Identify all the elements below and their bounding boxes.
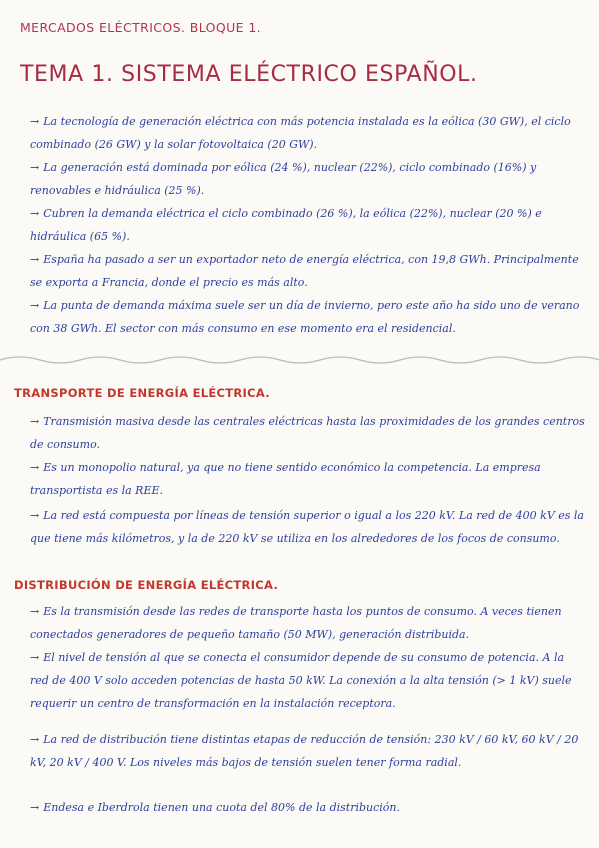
list-item: → España ha pasado a ser un exportador neto de energía eléctrica, con 19,8 GWh. Principalmente se exporta a Francia, donde el precio es más alto. xyxy=(30,253,579,289)
list-item: → El nivel de tensión al que se conecta el consumidor depende de su consumo de potencia. A la red de 400 V solo acceden potencias de hasta 50 kW. La conexión a la alta tensión (> 1 kV) suele requerir un centro de transformación en la instalación receptora. xyxy=(30,651,572,710)
list-item: → La generación está dominada por eólica (24 %), nuclear (22%), ciclo combinado (16%) y renovables e hidráulica (25 %). xyxy=(30,161,537,197)
list-item: → Transmisión masiva desde las centrales eléctricas hasta las proximidades de los grandes centros de consumo. xyxy=(30,415,585,451)
list-item: → La tecnología de generación eléctrica con más potencia instalada es la eólica (30 GW), el ciclo combinado (26 GW) y la solar fotovoltaica (20 GW). xyxy=(30,115,571,151)
wavy-divider xyxy=(0,350,599,370)
page-header: MERCADOS ELÉCTRICOS. BLOQUE 1. xyxy=(20,20,262,35)
arrow-icon: → xyxy=(30,207,40,220)
list-item: → La red de distribución tiene distintas etapas de reducción de tensión: 230 kV / 60 kV, 60 kV / 20 kV, 20 kV / 400 V. Los niveles más bajos de tensión suelen tener forma radial. xyxy=(30,733,579,769)
list-item: → Es la transmisión desde las redes de transporte hasta los puntos de consumo. A veces tienen conectados generadores de pequeño tamaño (50 MW), generación distribuida. xyxy=(30,605,562,641)
section-heading-distribution: DISTRIBUCIÓN DE ENERGÍA ELÉCTRICA. xyxy=(14,578,279,592)
arrow-icon: → xyxy=(30,605,40,618)
arrow-icon: → xyxy=(30,509,40,522)
arrow-icon: → xyxy=(30,161,40,174)
arrow-icon: → xyxy=(30,253,40,266)
arrow-icon: → xyxy=(30,801,40,814)
arrow-icon: → xyxy=(30,415,40,428)
arrow-icon: → xyxy=(30,651,40,664)
section-heading-transport: TRANSPORTE DE ENERGÍA ELÉCTRICA. xyxy=(14,386,270,400)
list-item: → La punta de demanda máxima suele ser un día de invierno, pero este año ha sido uno de verano con 38 GWh. El sector con más consumo en ese momento era el residencial. xyxy=(30,299,580,335)
arrow-icon: → xyxy=(30,299,40,312)
list-item: → Es un monopolio natural, ya que no tiene sentido económico la competencia. La empresa transportista es la REE. xyxy=(30,461,541,497)
arrow-icon: → xyxy=(30,115,40,128)
arrow-icon: → xyxy=(30,733,40,746)
list-item: → La red está compuesta por líneas de tensión superior o igual a los 220 kV. La red de 400 kV es la que tiene más kilómetros, y la de 220 kV se utiliza en los alrededores de los focos de consumo. xyxy=(30,509,584,545)
arrow-icon: → xyxy=(30,461,40,474)
page-title: TEMA 1. SISTEMA ELÉCTRICO ESPAÑOL. xyxy=(20,62,478,87)
list-item: → Endesa e Iberdrola tienen una cuota del 80% de la distribución. xyxy=(30,801,400,814)
list-item: → Cubren la demanda eléctrica el ciclo combinado (26 %), la eólica (22%), nuclear (20 %) e hidráulica (65 %). xyxy=(30,207,542,243)
